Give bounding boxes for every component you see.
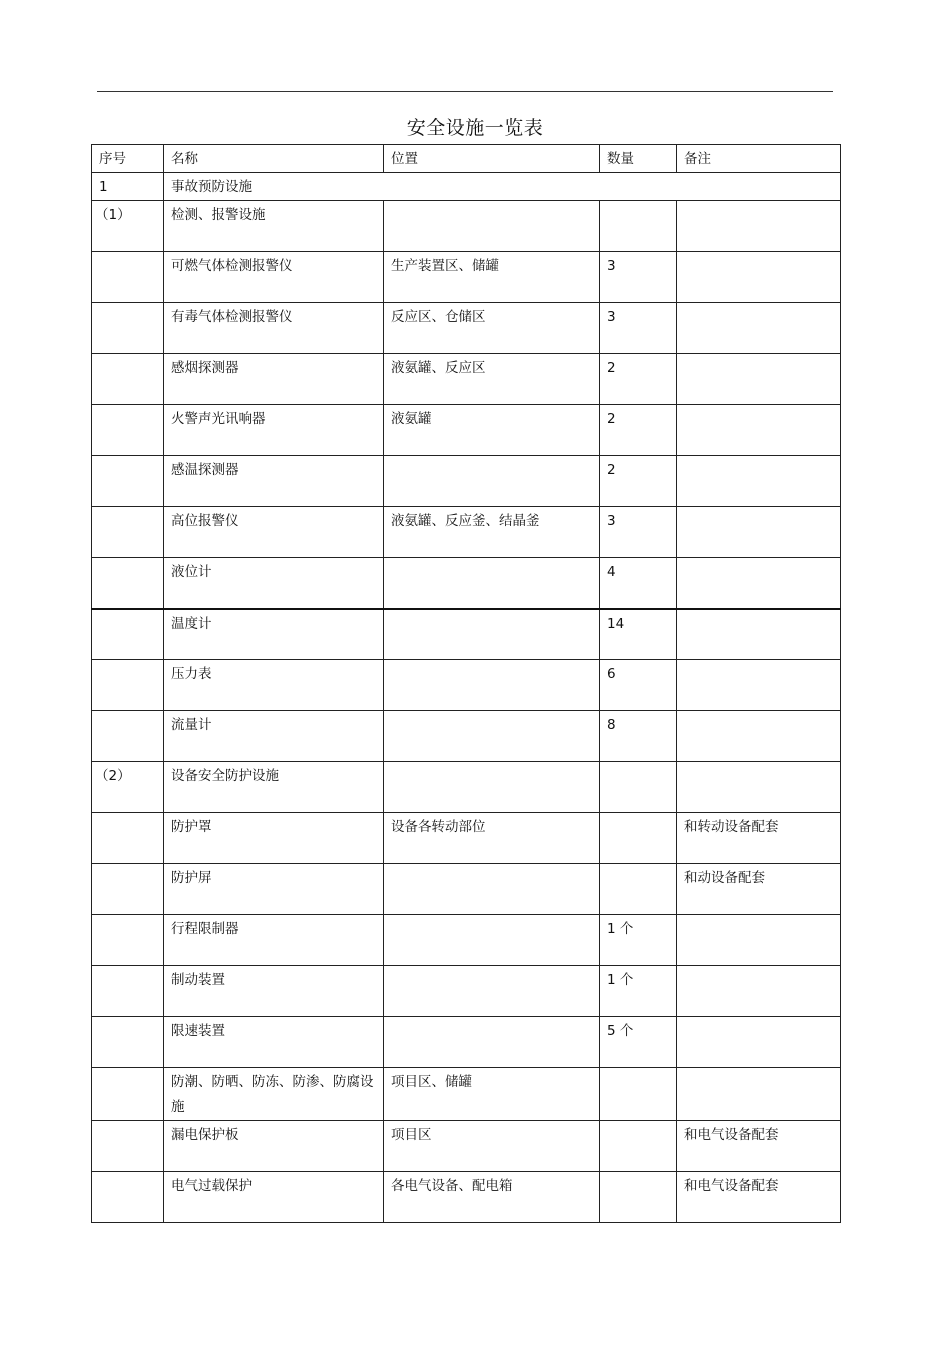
cell-name: 防潮、防晒、防冻、防渗、防腐设施 — [164, 1068, 384, 1121]
cell-name: 火警声光讯响器 — [164, 405, 384, 456]
cell-no — [92, 813, 164, 864]
cell-quantity: 1 个 — [600, 915, 677, 966]
cell-remark: 和动设备配套 — [677, 864, 841, 915]
cell-no — [92, 864, 164, 915]
cell-quantity — [600, 813, 677, 864]
cell-location — [384, 558, 600, 609]
cell-no — [92, 507, 164, 558]
cell-quantity: 2 — [600, 405, 677, 456]
cell-remark — [677, 507, 841, 558]
table-row — [92, 1121, 841, 1172]
cell-quantity — [600, 201, 677, 252]
table-row — [92, 558, 841, 609]
cell-name: 流量计 — [164, 711, 384, 762]
header-remark: 备注 — [677, 145, 841, 173]
cell-no — [92, 915, 164, 966]
cell-location: 项目区、储罐 — [384, 1068, 600, 1121]
cell-name: 漏电保护板 — [164, 1121, 384, 1172]
cell-quantity: 3 — [600, 303, 677, 354]
table-row — [92, 405, 841, 456]
cell-name: 液位计 — [164, 558, 384, 609]
cell-name: 检测、报警设施 — [164, 201, 384, 252]
cell-remark — [677, 303, 841, 354]
header-name: 名称 — [164, 145, 384, 173]
table-row — [92, 813, 841, 864]
cell-remark — [677, 201, 841, 252]
cell-no — [92, 609, 164, 660]
cell-remark — [677, 1068, 841, 1121]
section-no: 1 — [92, 173, 164, 201]
cell-location — [384, 456, 600, 507]
table-row — [92, 1017, 841, 1068]
table-row — [92, 762, 841, 813]
table-row — [92, 711, 841, 762]
cell-remark — [677, 354, 841, 405]
cell-name: 压力表 — [164, 660, 384, 711]
cell-location: 项目区 — [384, 1121, 600, 1172]
table-row — [92, 1068, 841, 1121]
cell-name: 感温探测器 — [164, 456, 384, 507]
table-row — [92, 609, 841, 660]
cell-quantity — [600, 1068, 677, 1121]
cell-location: 液氨罐、反应区 — [384, 354, 600, 405]
cell-location — [384, 864, 600, 915]
cell-no — [92, 456, 164, 507]
cell-remark — [677, 456, 841, 507]
cell-no — [92, 405, 164, 456]
table-row — [92, 660, 841, 711]
header-rule — [97, 91, 833, 92]
table-row — [92, 252, 841, 303]
cell-quantity: 2 — [600, 354, 677, 405]
cell-name: 限速装置 — [164, 1017, 384, 1068]
cell-name: 感烟探测器 — [164, 354, 384, 405]
cell-no — [92, 711, 164, 762]
cell-remark — [677, 660, 841, 711]
cell-no — [92, 252, 164, 303]
cell-name: 制动装置 — [164, 966, 384, 1017]
header-quantity: 数量 — [600, 145, 677, 173]
cell-location — [384, 1017, 600, 1068]
cell-name: 行程限制器 — [164, 915, 384, 966]
cell-quantity: 14 — [600, 609, 677, 660]
cell-no: （1） — [92, 201, 164, 252]
cell-no — [92, 660, 164, 711]
cell-location — [384, 711, 600, 762]
table-row — [92, 864, 841, 915]
cell-remark — [677, 711, 841, 762]
table-row — [92, 1172, 841, 1223]
cell-name: 防护罩 — [164, 813, 384, 864]
table-row — [92, 966, 841, 1017]
cell-remark — [677, 252, 841, 303]
cell-location — [384, 915, 600, 966]
cell-no — [92, 966, 164, 1017]
cell-name: 防护屏 — [164, 864, 384, 915]
cell-no — [92, 354, 164, 405]
cell-remark: 和电气设备配套 — [677, 1172, 841, 1223]
cell-quantity — [600, 1172, 677, 1223]
cell-no — [92, 1121, 164, 1172]
table-row — [92, 456, 841, 507]
cell-quantity: 1 个 — [600, 966, 677, 1017]
cell-quantity: 2 — [600, 456, 677, 507]
cell-remark — [677, 966, 841, 1017]
cell-name: 温度计 — [164, 609, 384, 660]
cell-quantity: 8 — [600, 711, 677, 762]
cell-remark — [677, 558, 841, 609]
cell-name: 电气过载保护 — [164, 1172, 384, 1223]
cell-remark: 和电气设备配套 — [677, 1121, 841, 1172]
cell-location: 各电气设备、配电箱 — [384, 1172, 600, 1223]
cell-location: 液氨罐、反应釜、结晶釜 — [384, 507, 600, 558]
cell-location — [384, 660, 600, 711]
cell-name: 高位报警仪 — [164, 507, 384, 558]
table-row — [92, 201, 841, 252]
header-no: 序号 — [92, 145, 164, 173]
cell-quantity: 4 — [600, 558, 677, 609]
cell-location: 设备各转动部位 — [384, 813, 600, 864]
cell-no — [92, 558, 164, 609]
section-row — [92, 173, 841, 201]
table-header-row — [92, 145, 841, 173]
page-title: 安全设施一览表 — [406, 117, 544, 139]
cell-location — [384, 762, 600, 813]
cell-no — [92, 1172, 164, 1223]
cell-quantity — [600, 762, 677, 813]
cell-remark — [677, 405, 841, 456]
cell-location — [384, 966, 600, 1017]
cell-location — [384, 609, 600, 660]
table-row — [92, 507, 841, 558]
cell-location: 液氨罐 — [384, 405, 600, 456]
cell-no — [92, 1017, 164, 1068]
cell-remark — [677, 915, 841, 966]
cell-quantity — [600, 864, 677, 915]
cell-quantity: 6 — [600, 660, 677, 711]
cell-name: 可燃气体检测报警仪 — [164, 252, 384, 303]
cell-location: 反应区、仓储区 — [384, 303, 600, 354]
cell-remark — [677, 1017, 841, 1068]
table-row — [92, 915, 841, 966]
cell-quantity: 3 — [600, 507, 677, 558]
safety-facilities-table — [91, 144, 841, 1223]
table-row — [92, 354, 841, 405]
header-location: 位置 — [384, 145, 600, 173]
cell-remark — [677, 609, 841, 660]
cell-name: 设备安全防护设施 — [164, 762, 384, 813]
cell-no — [92, 303, 164, 354]
table-row — [92, 303, 841, 354]
cell-location: 生产装置区、储罐 — [384, 252, 600, 303]
cell-quantity: 5 个 — [600, 1017, 677, 1068]
cell-quantity — [600, 1121, 677, 1172]
cell-location — [384, 201, 600, 252]
section-name: 事故预防设施 — [164, 173, 841, 201]
cell-no — [92, 1068, 164, 1121]
cell-remark — [677, 762, 841, 813]
cell-no: （2） — [92, 762, 164, 813]
cell-name: 有毒气体检测报警仪 — [164, 303, 384, 354]
cell-remark: 和转动设备配套 — [677, 813, 841, 864]
cell-quantity: 3 — [600, 252, 677, 303]
